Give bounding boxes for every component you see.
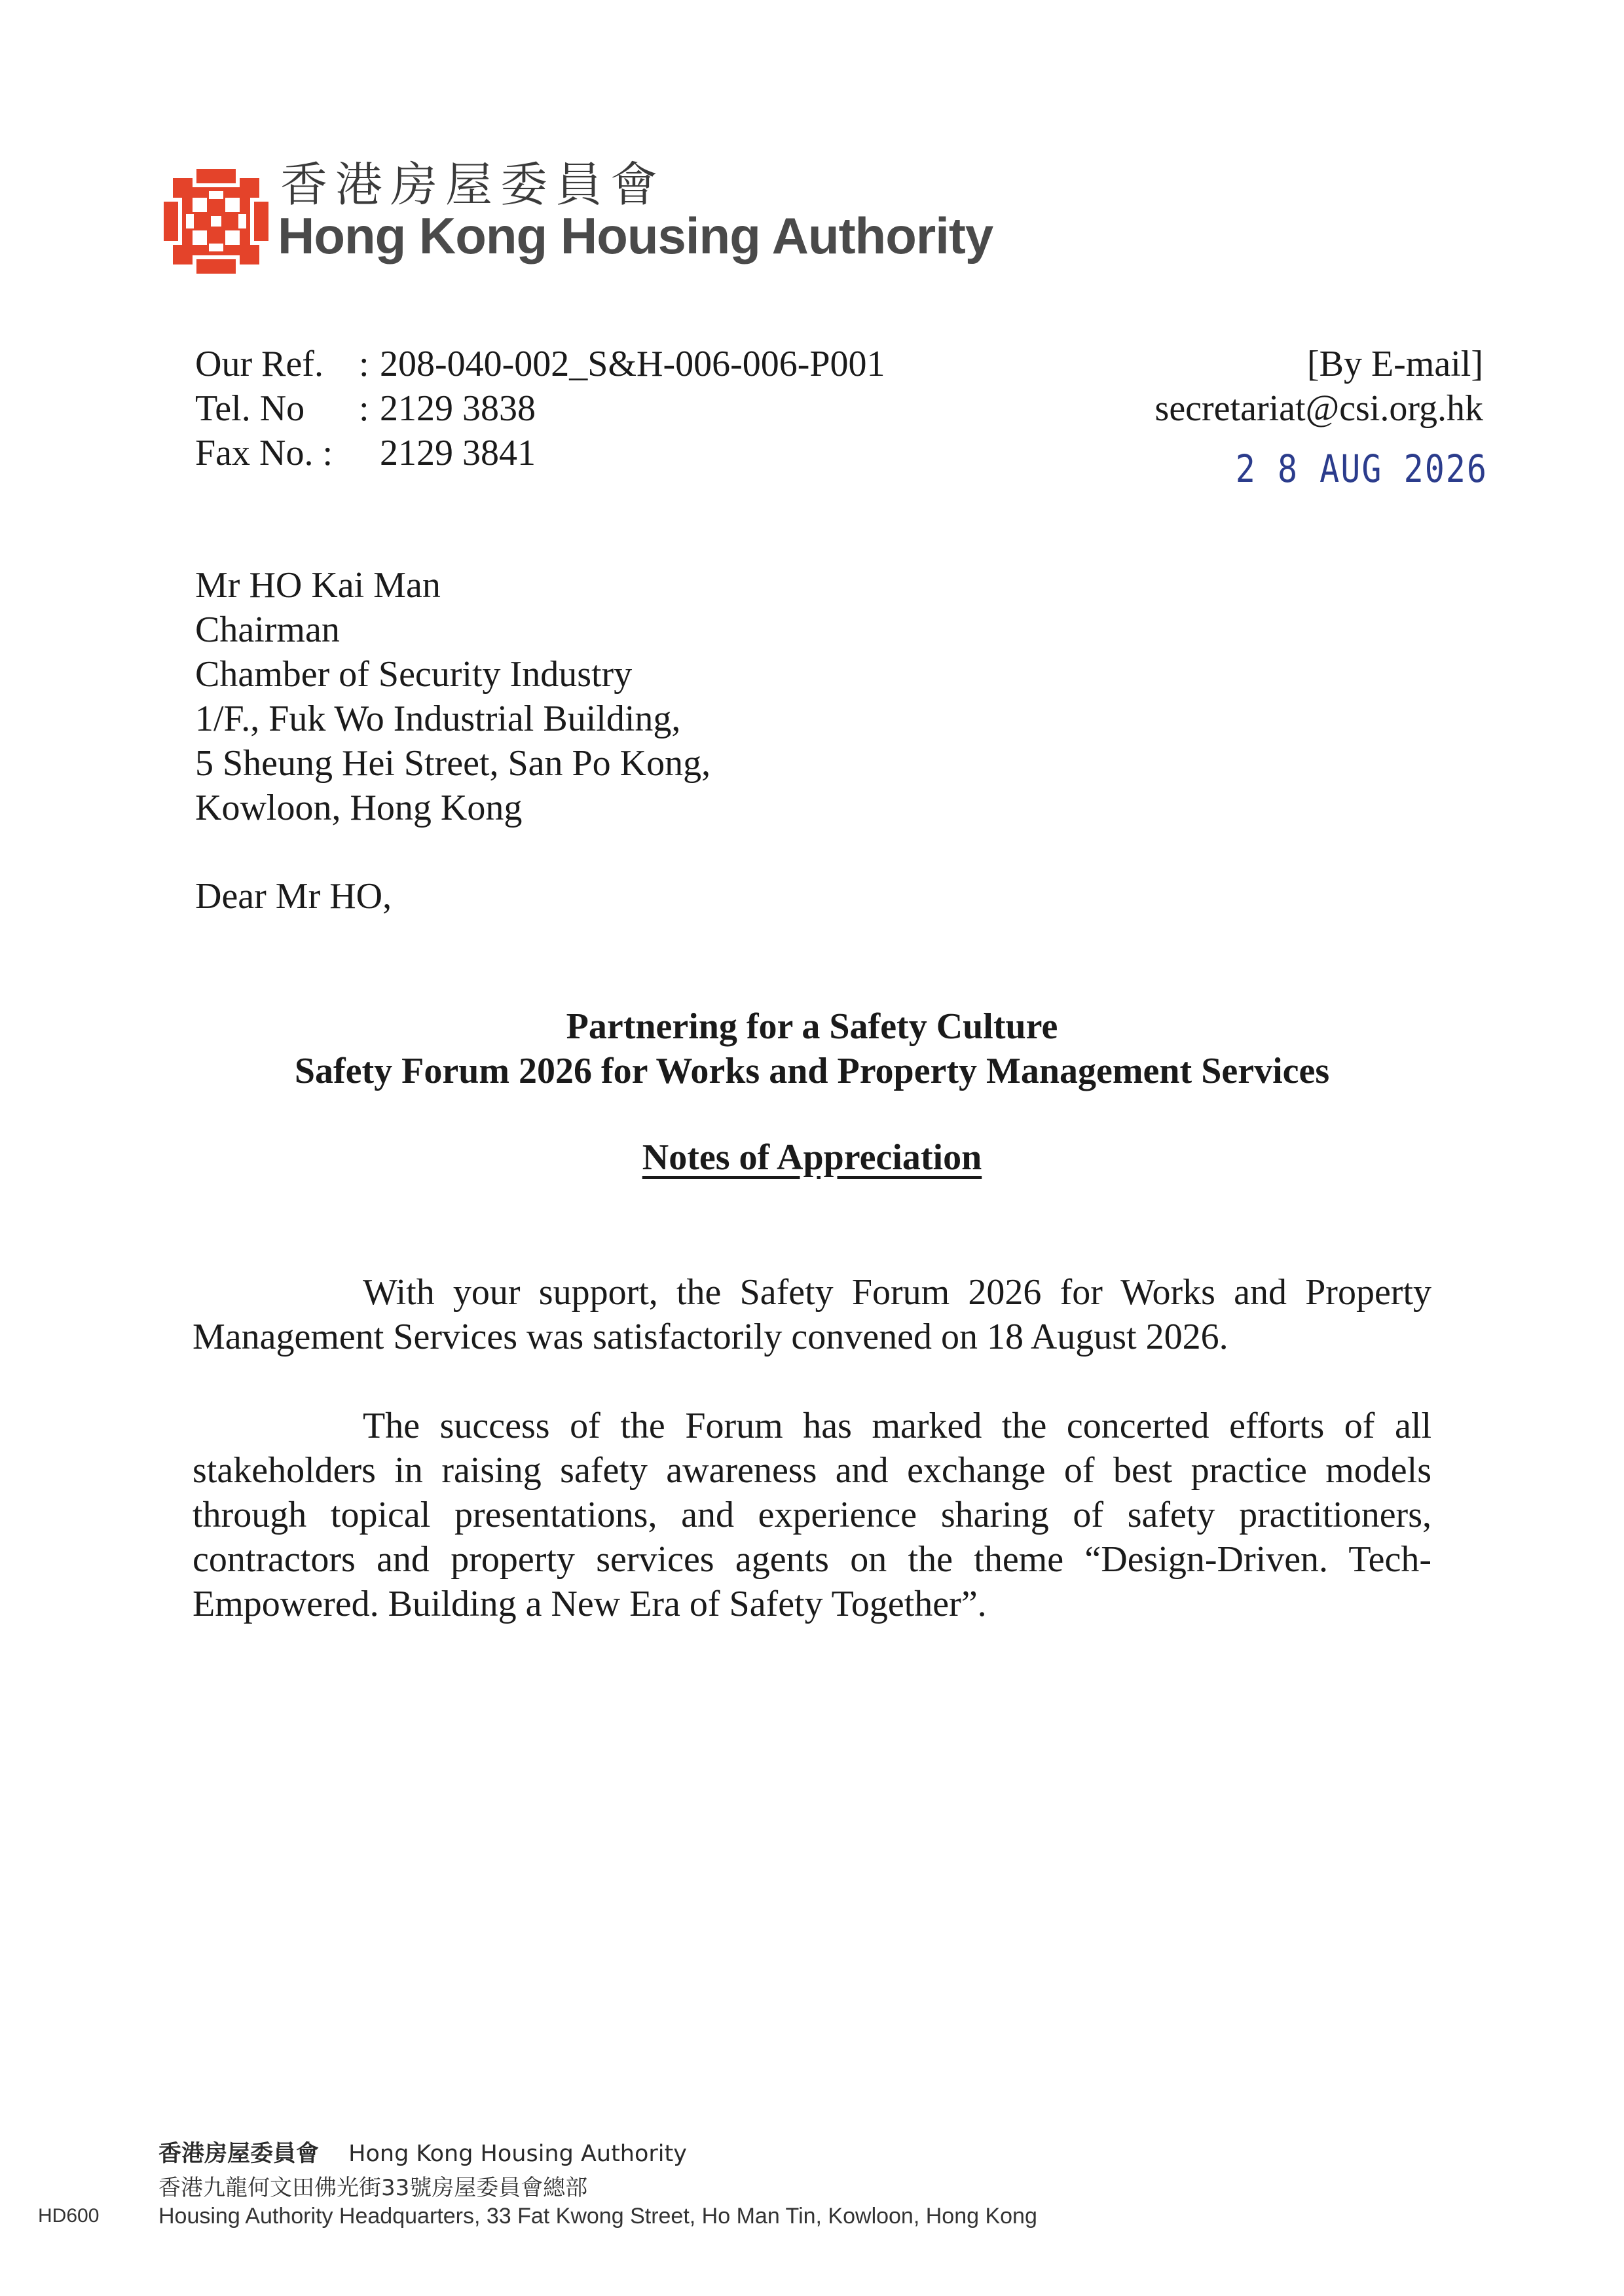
addressee-title: Chairman <box>195 610 340 650</box>
tel-label: Tel. No <box>195 388 305 429</box>
addressee-name: Mr HO Kai Man <box>195 565 441 606</box>
body-paragraph-2: The success of the Forum has marked the concerted efforts of all stakeholders in raising safety awareness and exchange of best practice models through topical presentations, and experience sharing of safety practitioners, contractors and property services agents on the theme “Design-Driven. Tech-Empowered. Building a New Era of Safety Together”. <box>193 1406 1431 1624</box>
footer-chinese-name: 香港房屋委員會 <box>158 2141 320 2167</box>
tel-value: 2129 3838 <box>380 388 536 429</box>
our-ref-row <box>195 342 885 386</box>
housing-authority-logo <box>164 169 268 274</box>
fax-value: 2129 3841 <box>380 433 536 473</box>
footer-english-address: Housing Authority Headquarters, 33 Fat Kwong Street, Ho Man Tin, Kowloon, Hong Kong <box>158 2204 1037 2229</box>
recipient-email: secretariat@csi.org.hk <box>1154 388 1483 429</box>
our-ref-value: 208-040-002_S&H-006-006-P001 <box>380 344 885 384</box>
body-paragraph-1: With your support, the Safety Forum 2026 for Works and Property Management Services was satisfactorily convened on 18 August 2026. <box>193 1272 1431 1357</box>
address-line-3: Kowloon, Hong Kong <box>195 788 523 828</box>
our-ref-colon: : <box>359 344 369 384</box>
fax-label: Fax No. : <box>195 433 333 473</box>
footer-english-name: Hong Kong Housing Authority <box>348 2141 687 2167</box>
subject-line-1: Partnering for a Safety Culture <box>566 1006 1058 1047</box>
tel-colon: : <box>359 388 369 429</box>
subject-block <box>0 1004 1624 1093</box>
tel-row <box>195 386 885 431</box>
addressee-block <box>195 563 710 830</box>
our-ref-label: Our Ref. <box>195 344 323 384</box>
fax-row <box>195 431 885 475</box>
delivery-method: [By E-mail] <box>1306 344 1483 384</box>
notes-heading: Notes of Appreciation <box>642 1137 982 1178</box>
subject-line-2: Safety Forum 2026 for Works and Property Management Services <box>294 1051 1330 1091</box>
address-line-1: 1/F., Fuk Wo Industrial Building, <box>195 699 681 739</box>
salutation: Dear Mr HO, <box>195 876 392 917</box>
letterhead-english-name: Hong Kong Housing Authority <box>278 207 993 264</box>
delivery-block <box>1155 342 1483 431</box>
date-stamp: 2 8 AUG 2026 <box>1235 447 1488 491</box>
addressee-organisation: Chamber of Security Industry <box>195 654 633 695</box>
form-code: HD600 <box>38 2205 100 2227</box>
footer-chinese-address: 香港九龍何文田佛光街33號房屋委員會總部 <box>158 2175 588 2201</box>
footer-name <box>158 2136 687 2168</box>
address-line-2: 5 Sheung Hei Street, San Po Kong, <box>195 743 711 784</box>
reference-block <box>195 342 885 475</box>
letterhead-chinese-name: 香港房屋委員會 <box>280 157 666 212</box>
